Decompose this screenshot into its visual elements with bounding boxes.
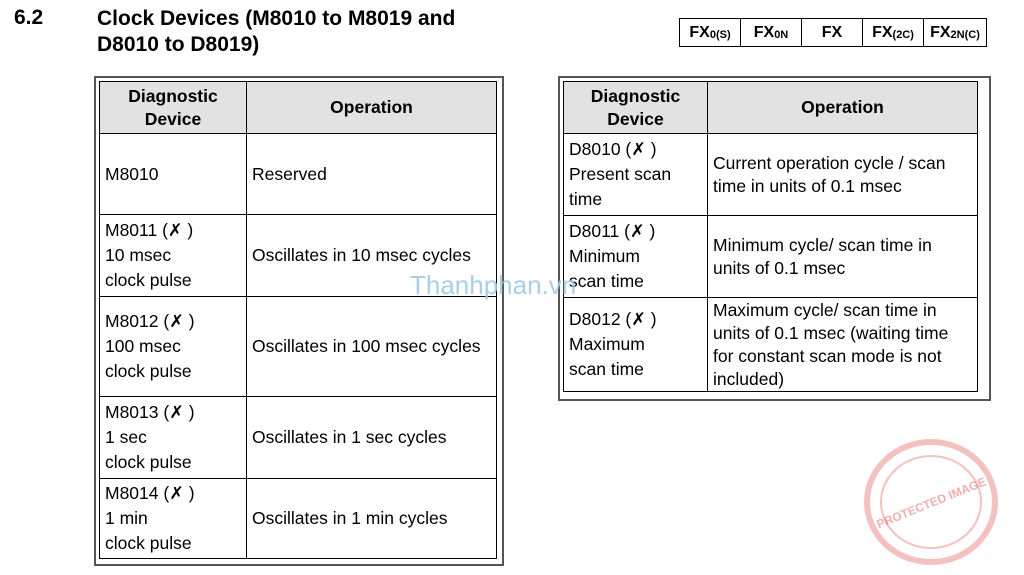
badge-fx0s bbox=[680, 19, 741, 46]
device-line: M8013 (✗ ) bbox=[105, 402, 195, 422]
left-table bbox=[99, 81, 497, 559]
badge-sub: (2C) bbox=[892, 28, 914, 41]
device-cell bbox=[100, 215, 247, 297]
operation-cell: Oscillates in 1 sec cycles bbox=[247, 397, 497, 479]
device-cell bbox=[564, 216, 708, 298]
watermark-text: Thanhphan.vn bbox=[410, 270, 577, 300]
badge-sub: 0(S) bbox=[709, 28, 731, 41]
operation-cell: Oscillates in 100 msec cycles bbox=[247, 297, 497, 397]
device-line: D8011 (✗ ) bbox=[569, 221, 656, 241]
header-line: Device bbox=[144, 108, 202, 129]
badge-main: FX bbox=[872, 23, 893, 41]
table-row bbox=[100, 134, 497, 215]
operation-cell: Maximum cycle/ scan time in units of 0.1 msec (waiting time for constant scan mode is not included) bbox=[708, 298, 978, 392]
badge-main: FX bbox=[753, 23, 775, 41]
stamp-text: PROTECTED IMAGE bbox=[874, 474, 989, 532]
device-line: clock pulse bbox=[105, 361, 192, 381]
device-cell bbox=[100, 297, 247, 397]
device-line: M8014 (✗ ) bbox=[105, 483, 195, 503]
header-operation: Operation bbox=[708, 82, 978, 134]
header-line: Diagnostic bbox=[590, 85, 681, 106]
badge-fx bbox=[802, 19, 863, 46]
product-badges bbox=[679, 18, 987, 47]
operation-cell: Reserved bbox=[247, 134, 497, 215]
device-line: 10 msec bbox=[105, 245, 172, 265]
device-line: clock pulse bbox=[105, 533, 192, 553]
device-line: D8012 (✗ ) bbox=[569, 309, 657, 329]
device-line: D8010 (✗ ) bbox=[569, 139, 657, 159]
badge-main: FX bbox=[821, 23, 843, 41]
device-line: Minimum bbox=[569, 246, 640, 266]
header-diagnostic-device bbox=[564, 82, 708, 134]
operation-cell: Oscillates in 1 min cycles bbox=[247, 479, 497, 559]
device-line: Maximum bbox=[569, 334, 645, 354]
device-line: time bbox=[569, 189, 603, 209]
table-row bbox=[100, 297, 497, 397]
section-number: 6.2 bbox=[14, 6, 44, 29]
device-line: scan time bbox=[569, 271, 644, 291]
device-line: M8012 (✗ ) bbox=[105, 311, 195, 331]
operation-cell: Minimum cycle/ scan time in units of 0.1 msec bbox=[708, 216, 978, 298]
device-line: clock pulse bbox=[105, 270, 192, 290]
device-line: scan time bbox=[569, 359, 644, 379]
right-table bbox=[563, 81, 978, 392]
device-cell bbox=[100, 134, 247, 215]
device-line: M8010 bbox=[105, 163, 159, 184]
device-cell bbox=[564, 298, 708, 392]
badge-fx2nc bbox=[924, 19, 986, 46]
header-diagnostic-device bbox=[100, 82, 247, 134]
section-title bbox=[97, 6, 537, 58]
device-cell bbox=[100, 479, 247, 559]
badge-main: FX bbox=[930, 23, 951, 41]
operation-cell: Current operation cycle / scan time in units of 0.1 msec bbox=[708, 134, 978, 216]
device-line: Present scan bbox=[569, 164, 672, 184]
badge-fx0n bbox=[741, 19, 802, 46]
section-title-line1: Clock Devices (M8010 to M8019 and bbox=[97, 7, 456, 30]
table-row bbox=[564, 298, 978, 392]
device-line: clock pulse bbox=[105, 452, 192, 472]
header-operation: Operation bbox=[247, 82, 497, 134]
table-row bbox=[564, 216, 978, 298]
operation-cell: Oscillates in 10 msec cycles bbox=[247, 215, 497, 297]
device-line: M8011 (✗ ) bbox=[105, 220, 194, 240]
table-row bbox=[100, 397, 497, 479]
device-cell bbox=[564, 134, 708, 216]
badge-main: FX bbox=[689, 23, 710, 41]
header-line: Diagnostic bbox=[128, 85, 218, 106]
badge-sub: 2N(C) bbox=[950, 28, 980, 41]
device-cell bbox=[100, 397, 247, 479]
header-line: Device bbox=[607, 108, 664, 129]
table-row bbox=[100, 479, 497, 559]
device-line: 1 sec bbox=[105, 427, 147, 447]
section-title-line2: D8010 to D8019) bbox=[97, 33, 260, 56]
badge-sub: 0N bbox=[774, 28, 789, 41]
protected-image-stamp bbox=[862, 437, 1000, 567]
device-line: 100 msec bbox=[105, 336, 181, 356]
table-row bbox=[564, 134, 978, 216]
badge-fx2c bbox=[863, 19, 924, 46]
device-line: 1 min bbox=[105, 508, 148, 528]
